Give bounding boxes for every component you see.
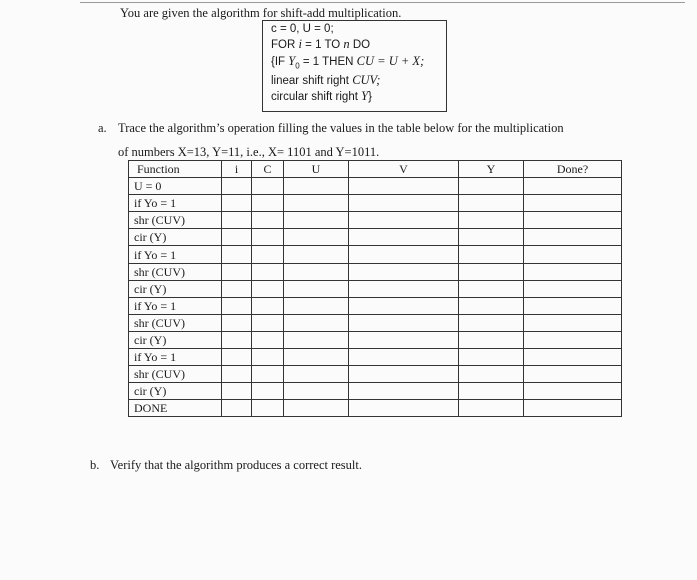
- value-cell[interactable]: [524, 195, 622, 212]
- part-b-marker: b.: [90, 458, 100, 472]
- value-cell[interactable]: [349, 349, 459, 366]
- intro-text: You are given the algorithm for shift-add multiplication.: [120, 6, 402, 20]
- function-cell: shr (CUV): [129, 366, 222, 383]
- value-cell[interactable]: [459, 314, 524, 331]
- column-header: Y: [459, 161, 524, 178]
- value-cell[interactable]: [252, 263, 284, 280]
- value-cell[interactable]: [252, 280, 284, 297]
- value-cell[interactable]: [252, 366, 284, 383]
- value-cell[interactable]: [524, 263, 622, 280]
- value-cell[interactable]: [459, 263, 524, 280]
- table-header-row: [129, 161, 622, 178]
- function-cell: if Yo = 1: [129, 297, 222, 314]
- value-cell[interactable]: [459, 246, 524, 263]
- value-cell[interactable]: [222, 280, 252, 297]
- value-cell[interactable]: [284, 314, 349, 331]
- value-cell[interactable]: [524, 297, 622, 314]
- part-a: [98, 116, 658, 164]
- table-row: [129, 297, 622, 314]
- value-cell[interactable]: [252, 212, 284, 229]
- function-cell: if Yo = 1: [129, 349, 222, 366]
- function-cell: DONE: [129, 400, 222, 417]
- top-rule: [80, 2, 685, 3]
- function-cell: cir (Y): [129, 331, 222, 348]
- value-cell[interactable]: [524, 314, 622, 331]
- value-cell[interactable]: [524, 246, 622, 263]
- function-cell: shr (CUV): [129, 314, 222, 331]
- value-cell[interactable]: [222, 400, 252, 417]
- value-cell[interactable]: [222, 383, 252, 400]
- function-cell: if Yo = 1: [129, 246, 222, 263]
- algo-line-2: FOR i = 1 TO n DO: [271, 37, 371, 52]
- column-header: V: [349, 161, 459, 178]
- value-cell[interactable]: [524, 400, 622, 417]
- value-cell[interactable]: [284, 331, 349, 348]
- table-row: [129, 383, 622, 400]
- value-cell[interactable]: [222, 314, 252, 331]
- value-cell[interactable]: [252, 383, 284, 400]
- value-cell[interactable]: [524, 383, 622, 400]
- value-cell[interactable]: [524, 280, 622, 297]
- function-cell: U = 0: [129, 178, 222, 195]
- table-row: [129, 314, 622, 331]
- column-header: i: [222, 161, 252, 178]
- value-cell[interactable]: [222, 195, 252, 212]
- value-cell[interactable]: [252, 229, 284, 246]
- value-cell[interactable]: [524, 331, 622, 348]
- value-cell[interactable]: [222, 246, 252, 263]
- table-row: [129, 178, 622, 195]
- value-cell[interactable]: [222, 178, 252, 195]
- value-cell[interactable]: [349, 212, 459, 229]
- value-cell[interactable]: [284, 297, 349, 314]
- value-cell[interactable]: [349, 331, 459, 348]
- value-cell[interactable]: [284, 229, 349, 246]
- value-cell[interactable]: [284, 246, 349, 263]
- part-a-marker: a.: [98, 121, 107, 135]
- value-cell[interactable]: [459, 212, 524, 229]
- table-row: [129, 366, 622, 383]
- algo-line-1: c = 0, U = 0;: [271, 23, 334, 35]
- value-cell[interactable]: [349, 366, 459, 383]
- value-cell[interactable]: [222, 366, 252, 383]
- value-cell[interactable]: [252, 246, 284, 263]
- value-cell[interactable]: [459, 383, 524, 400]
- value-cell[interactable]: [222, 297, 252, 314]
- algorithm-box: [262, 20, 447, 112]
- value-cell[interactable]: [459, 400, 524, 417]
- value-cell[interactable]: [459, 349, 524, 366]
- table-row: [129, 229, 622, 246]
- value-cell[interactable]: [252, 195, 284, 212]
- value-cell[interactable]: [284, 212, 349, 229]
- value-cell[interactable]: [222, 229, 252, 246]
- table-row: [129, 280, 622, 297]
- table-row: [129, 400, 622, 417]
- value-cell[interactable]: [349, 314, 459, 331]
- column-header: C: [252, 161, 284, 178]
- value-cell[interactable]: [284, 400, 349, 417]
- value-cell[interactable]: [252, 349, 284, 366]
- algo-line-5: circular shift right Y}: [271, 89, 372, 104]
- value-cell[interactable]: [524, 178, 622, 195]
- value-cell[interactable]: [222, 263, 252, 280]
- value-cell[interactable]: [349, 383, 459, 400]
- function-cell: shr (CUV): [129, 263, 222, 280]
- value-cell[interactable]: [524, 366, 622, 383]
- value-cell[interactable]: [459, 280, 524, 297]
- table-row: [129, 263, 622, 280]
- value-cell[interactable]: [252, 400, 284, 417]
- value-cell[interactable]: [252, 331, 284, 348]
- value-cell[interactable]: [284, 263, 349, 280]
- value-cell[interactable]: [459, 229, 524, 246]
- value-cell[interactable]: [349, 280, 459, 297]
- table-row: [129, 331, 622, 348]
- function-cell: cir (Y): [129, 383, 222, 400]
- part-b-text: Verify that the algorithm produces a correct result.: [110, 458, 362, 472]
- value-cell[interactable]: [252, 178, 284, 195]
- value-cell[interactable]: [252, 297, 284, 314]
- value-cell[interactable]: [284, 280, 349, 297]
- value-cell[interactable]: [349, 246, 459, 263]
- value-cell[interactable]: [284, 366, 349, 383]
- function-cell: shr (CUV): [129, 212, 222, 229]
- value-cell[interactable]: [459, 366, 524, 383]
- value-cell[interactable]: [222, 331, 252, 348]
- algo-line-3: {IF $Y_0 = 1$ THEN CU = U + X;: [271, 53, 425, 70]
- value-cell[interactable]: [349, 263, 459, 280]
- value-cell[interactable]: [524, 229, 622, 246]
- value-cell[interactable]: [349, 400, 459, 417]
- table-row: [129, 246, 622, 263]
- part-b: [90, 458, 362, 473]
- algo-line-4: linear shift right CUV;: [271, 73, 381, 88]
- value-cell[interactable]: [459, 195, 524, 212]
- function-cell: cir (Y): [129, 229, 222, 246]
- value-cell[interactable]: [284, 383, 349, 400]
- value-cell[interactable]: [524, 349, 622, 366]
- value-cell[interactable]: [459, 331, 524, 348]
- value-cell[interactable]: [459, 178, 524, 195]
- function-cell: if Yo = 1: [129, 195, 222, 212]
- value-cell[interactable]: [459, 297, 524, 314]
- column-header: U: [284, 161, 349, 178]
- value-cell[interactable]: [524, 212, 622, 229]
- table-row: [129, 349, 622, 366]
- part-a-line-1: Trace the algorithm’s operation filling the values in the table below for the multiplication: [118, 121, 564, 135]
- value-cell[interactable]: [349, 297, 459, 314]
- value-cell[interactable]: [222, 349, 252, 366]
- function-cell: cir (Y): [129, 280, 222, 297]
- value-cell[interactable]: [284, 349, 349, 366]
- table-row: [129, 195, 622, 212]
- part-a-line-2: of numbers X=13, Y=11, i.e., X= 1101 and Y=1011.: [118, 145, 380, 159]
- value-cell[interactable]: [284, 195, 349, 212]
- trace-table: [128, 160, 622, 417]
- value-cell[interactable]: [349, 195, 459, 212]
- column-header: Function: [129, 161, 222, 178]
- column-header: Done?: [524, 161, 622, 178]
- value-cell[interactable]: [284, 178, 349, 195]
- value-cell[interactable]: [222, 212, 252, 229]
- value-cell[interactable]: [349, 178, 459, 195]
- value-cell[interactable]: [252, 314, 284, 331]
- table-row: [129, 212, 622, 229]
- value-cell[interactable]: [349, 229, 459, 246]
